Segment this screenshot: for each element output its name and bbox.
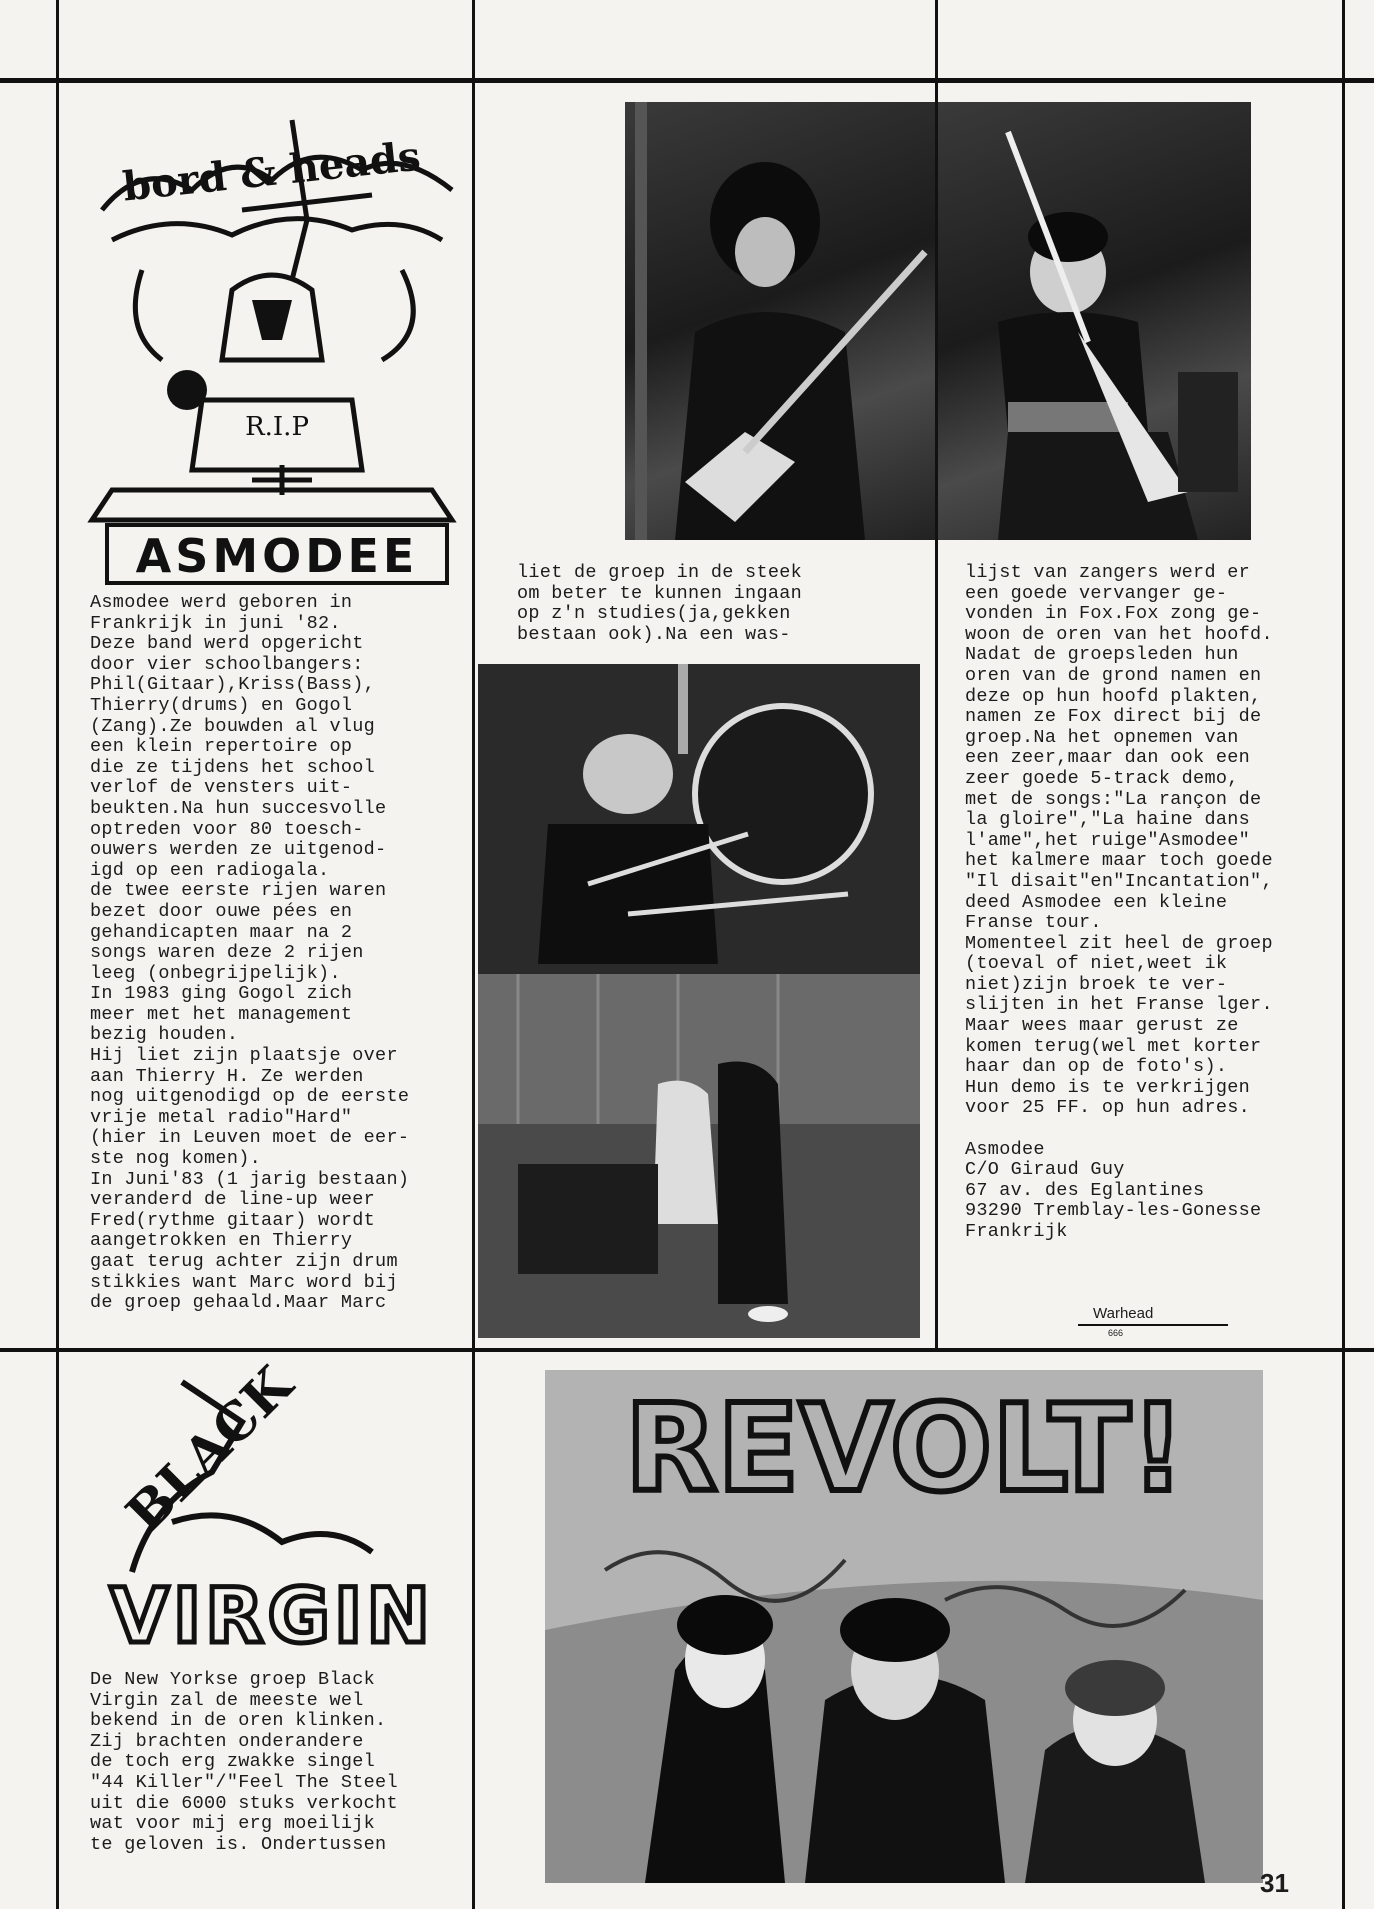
text-line: vonden in Fox.Fox zong ge-	[965, 603, 1262, 625]
text-line: songs waren deze 2 rijen	[90, 942, 364, 964]
text-line: door vier schoolbangers:	[90, 653, 364, 675]
text-line: Asmodee werd geboren in	[90, 592, 353, 613]
text-line: igd op een radiogala.	[90, 859, 330, 881]
text-line: Maar wees maar gerust ze	[965, 1015, 1239, 1037]
text-line: aan Thierry H. Ze werden	[90, 1065, 364, 1087]
text-line: haar dan op de foto's).	[965, 1056, 1228, 1078]
text-line: Frankrijk	[965, 1221, 1068, 1242]
text-line	[965, 1119, 1273, 1140]
text-line: gaat terug achter zijn drum	[90, 1251, 398, 1272]
text-line: Nadat de groepsleden hun	[965, 644, 1239, 666]
black-virgin-logo	[92, 1362, 442, 1662]
text-line: Thierry(drums) en Gogol	[90, 694, 353, 716]
text-line: komen terug(wel met korter	[965, 1035, 1262, 1057]
text-line: Momenteel zit heel de groep	[965, 932, 1273, 954]
text-line: ste nog komen).	[90, 1148, 262, 1170]
text-line: nog uitgenodigd op de eerste	[90, 1086, 410, 1108]
black-virgin-text	[90, 1670, 398, 1855]
text-line: Phil(Gitaar),Kriss(Bass),	[90, 674, 376, 696]
text-line: l'ame",het ruige"Asmodee"	[965, 829, 1251, 851]
text-line: te geloven is. Ondertussen	[90, 1833, 387, 1855]
text-line: oren van de grond namen en	[965, 664, 1262, 686]
top-divider-left	[56, 0, 59, 80]
text-line: 67 av. des Eglantines	[965, 1179, 1205, 1201]
text-line: 93290 Tremblay-les-Gonesse	[965, 1200, 1262, 1222]
text-line: In Juni'83 (1 jarig bestaan)	[90, 1168, 410, 1190]
text-line: "Il disait"en"Incantation",	[965, 870, 1273, 892]
text-line: een zeer,maar dan ook een	[965, 747, 1251, 769]
text-line: (hier in Leuven moet de eer-	[90, 1127, 410, 1149]
photo-live-band	[478, 974, 920, 1338]
text-line: ouwers werden ze uitgenod-	[90, 839, 387, 861]
text-line: vrije metal radio"Hard"	[90, 1106, 353, 1128]
text-line: bezet door ouwe pées en	[90, 900, 353, 922]
text-line: aangetrokken en Thierry	[90, 1230, 353, 1252]
text-line: Hij liet zijn plaatsje over	[90, 1045, 398, 1067]
text-line: "44 Killer"/"Feel The Steel	[90, 1771, 398, 1793]
text-line: deze op hun hoofd plakten,	[965, 685, 1262, 707]
text-line: wat voor mij erg moeilijk	[90, 1813, 376, 1835]
left-column-border	[56, 78, 59, 1909]
asmodee-column-2-text	[517, 563, 802, 645]
text-line: woon de oren van het hoofd.	[965, 623, 1273, 645]
text-line: liet de groep in de steek	[517, 562, 803, 583]
author-signature: Warhead	[1093, 1305, 1154, 1322]
text-line: Frankrijk in juni '82.	[90, 612, 341, 634]
text-line: Franse tour.	[965, 912, 1102, 934]
text-line: leeg (onbegrijpelijk).	[90, 962, 341, 984]
photo-drummer	[478, 664, 920, 974]
top-divider-right	[935, 0, 938, 80]
text-line: slijten in het Franse lger.	[965, 994, 1273, 1016]
text-line: optreden voor 80 toesch-	[90, 818, 364, 840]
asmodee-logo	[82, 100, 464, 590]
text-line: om beter te kunnen ingaan	[517, 582, 803, 604]
text-line: bezig houden.	[90, 1024, 239, 1046]
text-line: veranderd de line-up weer	[90, 1189, 376, 1211]
asmodee-column-1-text	[90, 593, 409, 1314]
text-line: lijst van zangers werd er	[965, 562, 1251, 583]
text-line: (toeval of niet,weet ik	[965, 953, 1228, 975]
text-line: gehandicapten maar na 2	[90, 921, 353, 943]
asmodee-logo-wordmark: ASMODEE	[135, 529, 419, 583]
middle-horizontal-rule	[0, 1348, 1374, 1352]
text-line: de twee eerste rijen waren	[90, 880, 387, 902]
asmodee-logo-band-name: bord & heads	[120, 132, 423, 211]
black-virgin-logo-word1: BLACK	[114, 1362, 305, 1545]
top-divider-mid	[472, 0, 475, 80]
text-line: Deze band werd opgericht	[90, 633, 364, 655]
signature-sub-mark: 666	[1108, 1328, 1124, 1338]
text-line: Hun demo is te verkrijgen	[965, 1076, 1251, 1098]
text-line: die ze tijdens het school	[90, 756, 376, 778]
signature-underline	[1078, 1324, 1228, 1326]
text-line: C/O Giraud Guy	[965, 1159, 1125, 1181]
text-line: namen ze Fox direct bij de	[965, 706, 1262, 728]
photo-graffiti-text: REVOLT!	[624, 1380, 1186, 1519]
top-horizontal-rule	[0, 78, 1374, 83]
page-number: 31	[1260, 1868, 1289, 1898]
text-line: de groep gehaald.Maar Marc	[90, 1292, 387, 1314]
text-line: met de songs:"La rançon de	[965, 788, 1262, 810]
text-line: bestaan ook).Na een was-	[517, 623, 791, 645]
text-line: In 1983 ging Gogol zich	[90, 983, 353, 1005]
text-line: zeer goede 5-track demo,	[965, 767, 1239, 789]
text-line: deed Asmodee een kleine	[965, 891, 1228, 913]
text-line: (Zang).Ze bouwden al vlug	[90, 715, 376, 737]
black-virgin-logo-word2: VIRGIN	[110, 1571, 434, 1660]
asmodee-column-3-text	[965, 563, 1273, 1243]
asmodee-logo-rip: R.I.P	[245, 412, 309, 442]
center-column-border	[472, 78, 475, 1909]
text-line: De New Yorkse groep Black	[90, 1669, 376, 1690]
text-line: Zij brachten onderandere	[90, 1730, 364, 1752]
text-line: bekend in de oren klinken.	[90, 1710, 387, 1732]
text-line: de toch erg zwakke singel	[90, 1751, 376, 1773]
text-line: Asmodee	[965, 1138, 1045, 1160]
text-line: stikkies want Marc word bij	[90, 1271, 398, 1293]
text-line: groep.Na het opnemen van	[965, 726, 1239, 748]
text-line: verlof de vensters uit-	[90, 777, 353, 799]
text-line: Fred(rythme gitaar) wordt	[90, 1209, 376, 1231]
text-line: meer met het management	[90, 1003, 353, 1025]
text-line: een goede vervanger ge-	[965, 582, 1228, 604]
text-line: Virgin zal de meeste wel	[90, 1689, 364, 1711]
text-line: voor 25 FF. op hun adres.	[965, 1097, 1251, 1119]
text-line: la gloire","La haine dans	[965, 809, 1251, 831]
text-line: een klein repertoire op	[90, 736, 353, 758]
photo-black-virgin-band	[545, 1370, 1263, 1883]
photo-bassist	[625, 102, 935, 540]
photo-guitarist	[938, 102, 1251, 540]
text-line: uit die 6000 stuks verkocht	[90, 1792, 398, 1814]
text-line: op z'n studies(ja,gekken	[517, 603, 791, 625]
far-right-border	[1342, 78, 1345, 1909]
text-line: niet)zijn broek te ver-	[965, 973, 1228, 995]
text-line: het kalmere maar toch goede	[965, 850, 1273, 872]
top-divider-far-right	[1342, 0, 1345, 80]
text-line: beukten.Na hun succesvolle	[90, 797, 387, 819]
